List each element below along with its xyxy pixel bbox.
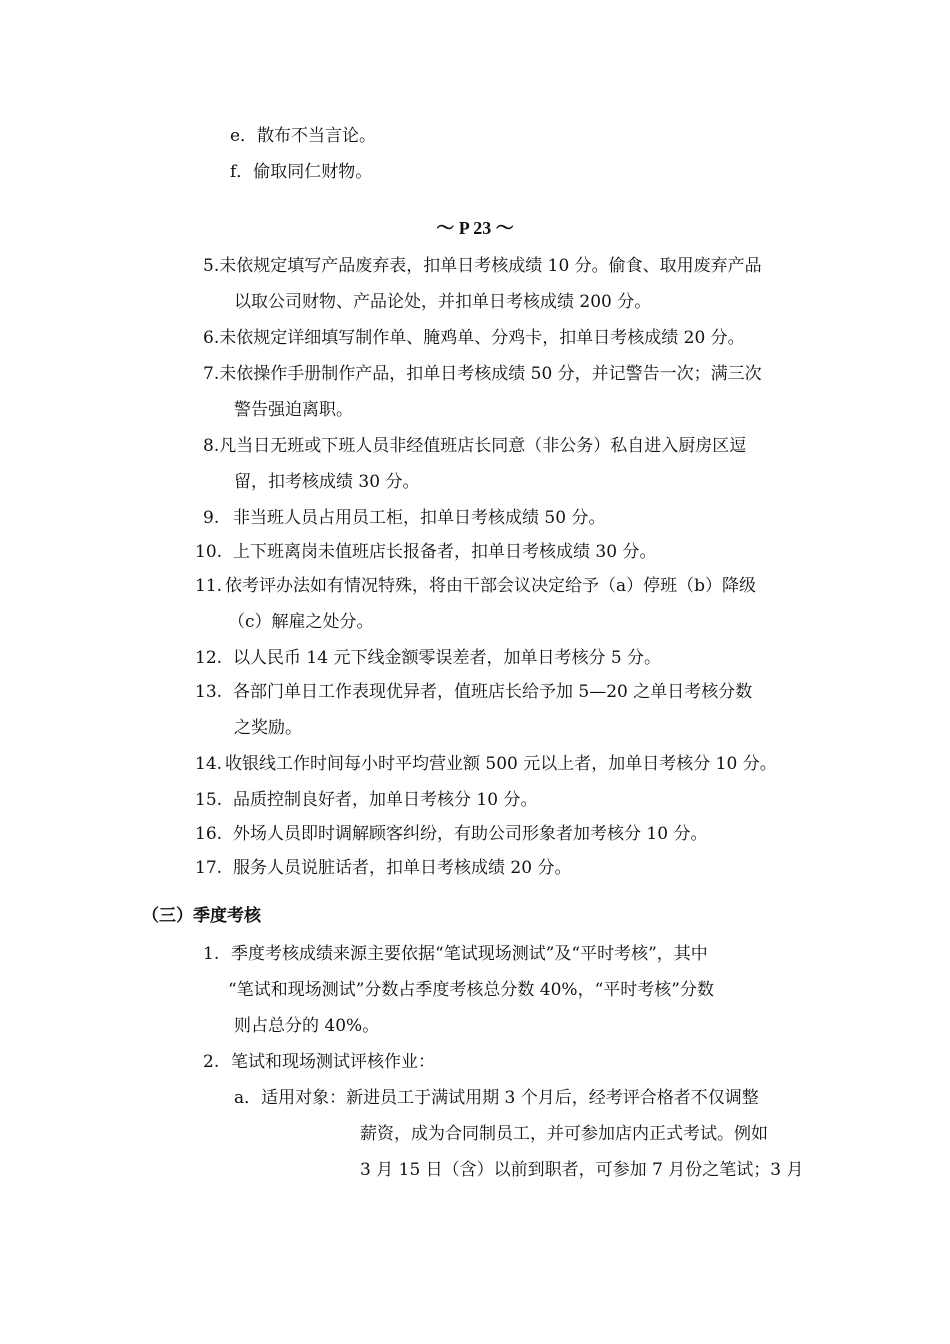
rule-item-11-cont: （c）解雇之处分。 [228, 612, 374, 632]
rule-item-10: 10. 上下班离岗未值班店长报备者，扣单日考核成绩 30 分。 [195, 542, 657, 562]
rule-item-7: 7.未依操作手册制作产品，扣单日考核成绩 50 分，并记警告一次；满三次 [203, 364, 762, 384]
sub-item-e: e．散布不当言论。 [230, 126, 377, 146]
rule-item-5-cont: 以取公司财物、产品论处，并扣单日考核成绩 200 分。 [234, 292, 652, 312]
sub-item-f: f．偷取同仁财物。 [230, 162, 373, 182]
rule-item-12: 12. 以人民币 14 元下线金额零误差者，加单日考核分 5 分。 [195, 648, 662, 668]
rule-item-6: 6.未依规定详细填写制作单、腌鸡单、分鸡卡，扣单日考核成绩 20 分。 [203, 328, 745, 348]
rule-item-8-cont: 留，扣考核成绩 30 分。 [234, 472, 420, 492]
sub-item-a-cont-2: 3 月 15 日（含）以前到职者，可参加 7 月份之笔试；3 月 [360, 1160, 804, 1180]
rule-item-16: 16. 外场人员即时调解顾客纠纷，有助公司形象者加考核分 10 分。 [195, 824, 708, 844]
rule-item-5: 5.未依规定填写产品废弃表，扣单日考核成绩 10 分。偷食、取用废弃产品 [203, 256, 762, 276]
rule-item-9: 9. 非当班人员占用员工柜，扣单日考核成绩 50 分。 [203, 508, 606, 528]
rule-item-8: 8.凡当日无班或下班人员非经值班店长同意（非公务）私自进入厨房区逗 [203, 436, 747, 456]
quarterly-item-1-cont-2: 则占总分的 40%。 [234, 1016, 380, 1036]
quarterly-item-1: 1. 季度考核成绩来源主要依据“笔试现场测试”及“平时考核”，其中 [203, 944, 708, 964]
rule-item-7-cont: 警告强迫离职。 [234, 400, 353, 420]
quarterly-item-2: 2. 笔试和现场测试评核作业： [203, 1052, 435, 1072]
page-number: ～ P 23 ～ [436, 218, 514, 238]
rule-item-15: 15. 品质控制良好者，加单日考核分 10 分。 [195, 790, 538, 810]
rule-item-13-cont: 之奖励。 [234, 718, 302, 738]
sub-item-a: a．适用对象：新进员工于满试用期 3 个月后，经考评合格者不仅调整 [234, 1088, 759, 1108]
section-heading: （三）季度考核 [142, 906, 261, 926]
rule-item-17: 17. 服务人员说脏话者，扣单日考核成绩 20 分。 [195, 858, 572, 878]
rule-item-13: 13. 各部门单日工作表现优异者，值班店长给予加 5—20 之单日考核分数 [195, 682, 753, 702]
sub-item-a-cont-1: 薪资，成为合同制员工，并可参加店内正式考试。例如 [360, 1124, 768, 1144]
rule-item-11: 11. 依考评办法如有情况特殊，将由干部会议决定给予（a）停班（b）降级 [195, 576, 757, 596]
quarterly-item-1-cont-1: “笔试和现场测试”分数占季度考核总分数 40%，“平时考核”分数 [228, 980, 714, 1000]
rule-item-14: 14. 收银线工作时间每小时平均营业额 500 元以上者，加单日考核分 10 分。 [195, 754, 777, 774]
